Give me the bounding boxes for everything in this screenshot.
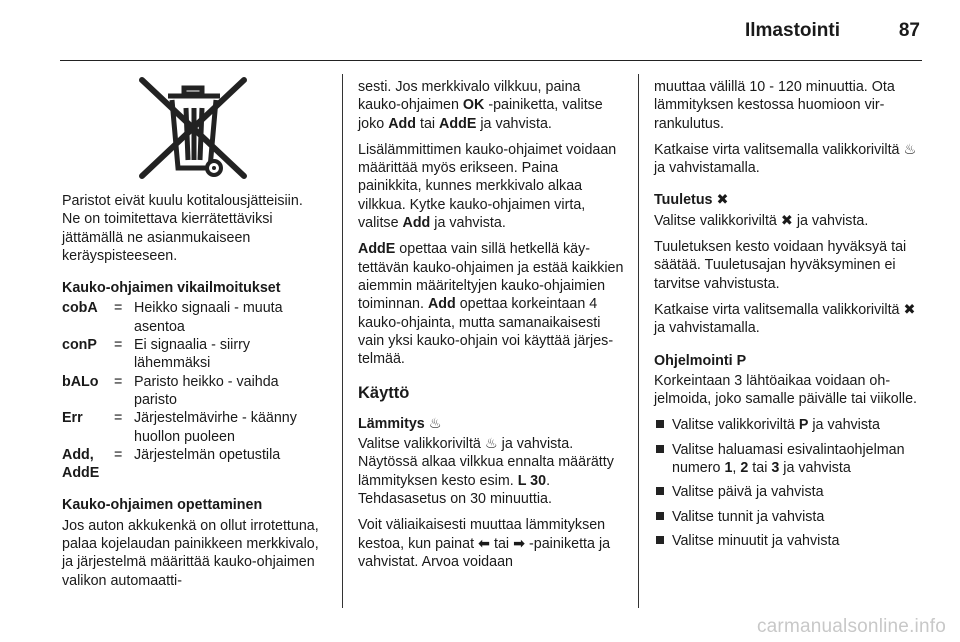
text-run: sesti. Jos merkkivalo vilkkuu, paina kauko-ohjaimen xyxy=(358,79,581,114)
equals-cell: = xyxy=(114,410,123,427)
text-run: Valitse päivä ja vahvista xyxy=(672,484,824,501)
text-run: ja vahvistamalla. xyxy=(654,160,760,177)
programming-heading: Ohjelmointi P xyxy=(654,352,747,369)
ok-button-label: OK xyxy=(462,97,485,114)
paragraph xyxy=(654,301,922,338)
column-divider-1 xyxy=(342,74,343,608)
paragraph xyxy=(358,141,624,232)
text-run: Valitse tunnit ja vahvista xyxy=(672,508,825,525)
steps-list xyxy=(654,416,922,550)
text-run: -painiketta, valitse joko xyxy=(358,97,603,132)
heating-icon: ♨ xyxy=(903,141,917,158)
text-run: ja vahvista xyxy=(808,417,880,434)
text-run: ja vahvista. Näytössä alkaa vilkkua ennalta määrätty lämmityksen kesto esim. xyxy=(358,436,614,489)
paragraph: Korkeintaan 3 lähtöaikaa voidaan ohjelmoida, joko samalle päivälle tai viikolle. xyxy=(654,372,918,408)
fault-codes-heading: Kauko-ohjaimen vikailmoitukset xyxy=(62,280,281,297)
text-run: Valitse haluamasi esivalintaohjelman numero xyxy=(672,441,905,477)
program-number: 3 xyxy=(771,460,780,477)
text-run: Valitse valikkoriviltä xyxy=(672,417,799,434)
text-run: Lisälämmittimen kauko-ohjaimet voidaan määrittää myös erikseen. Paina painikkita, kunnes merkkivalo alkaa vilkkua. Kytke kauko-ohjaimen virta, valitse xyxy=(358,141,617,232)
text-run: ja vahvista. xyxy=(430,215,506,232)
adde-label: AddE xyxy=(439,115,477,132)
teach-text: Jos auton akkukenkä on ollut irrotettuna, palaa kojelaudan painikkeen merkkivalo, ja järjestelmä määrittää kauko-ohjaimen valikon automaatti- xyxy=(62,517,319,589)
section-heading: Käyttö xyxy=(358,384,410,403)
text-run: , xyxy=(732,460,741,477)
ventilation-icon: ✖ xyxy=(780,212,793,229)
description-cell: Paristo heikko - vaihda paristo xyxy=(134,373,279,408)
text-run: Valitse valikkoriviltä xyxy=(654,212,781,229)
list-item xyxy=(654,441,922,478)
equals-cell: = xyxy=(114,446,123,463)
heating-icon: ♨ xyxy=(484,436,498,453)
description-cell: Järjestelmävirhe - käänny huollon puoleen xyxy=(134,410,297,445)
paragraph: Tuuletuksen kesto voidaan hyväksyä tai säätää. Tuuletusajan hyväksyminen ei tarvitse vahvistusta. xyxy=(654,239,907,292)
text-run: ja vahvistamalla. xyxy=(654,320,760,337)
ventilation-heading xyxy=(654,191,922,209)
text-run: Lämmitys xyxy=(358,415,425,432)
text-run: -painiketta ja vahvistat. Arvoa voidaan xyxy=(358,535,611,570)
table-row xyxy=(62,299,324,336)
heating-heading xyxy=(358,415,624,433)
equals-cell: = xyxy=(114,337,123,354)
page-title: Ilmastointi xyxy=(744,20,840,41)
code-cell: cobA xyxy=(62,300,98,317)
heating-icon: ♨ xyxy=(428,415,442,432)
crossed-out-bin-icon xyxy=(128,74,258,182)
code-cell: Add, AddE xyxy=(62,446,100,482)
header-rule xyxy=(60,60,922,61)
text-run: ja vahvista xyxy=(779,460,851,477)
display-value: L 30 xyxy=(517,472,547,489)
program-label: P xyxy=(798,417,809,434)
paragraph xyxy=(654,212,922,230)
list-item xyxy=(654,532,922,550)
ventilation-icon: ✖ xyxy=(903,301,916,318)
column-1 xyxy=(62,78,324,598)
teach-heading: Kauko-ohjaimen opettaminen xyxy=(62,497,263,514)
add-label: Add xyxy=(427,296,456,313)
text-run: Voit väliaikaisesti muuttaa lämmityksen kestoa, kun painat xyxy=(358,517,606,552)
list-item xyxy=(654,483,922,501)
adde-label: AddE xyxy=(358,241,396,258)
description-cell: Ei signaalia - siirry lähemmäksi xyxy=(134,337,250,372)
equals-cell: = xyxy=(114,373,123,390)
paragraph xyxy=(358,240,624,368)
text-run: opettaa korkeintaan 4 kauko-ohjainta, mutta samanaikaisesti vain yksi kauko-ohjain voi käyttää järjestelmää. xyxy=(358,296,614,368)
add-label: Add xyxy=(402,215,431,232)
text-run: Katkaise virta valitsemalla valikkoriviltä xyxy=(654,141,904,158)
paragraph xyxy=(358,435,624,508)
paragraph xyxy=(358,516,624,571)
paragraph: muuttaa välillä 10 - 120 minuuttia. Ota lämmityksen kestossa huomioon virrankulutus. xyxy=(654,79,895,132)
text-run: Valitse valikkoriviltä xyxy=(358,436,485,453)
text-run: ja vahvista. xyxy=(476,115,552,132)
bullet-square-icon xyxy=(656,512,664,520)
list-item xyxy=(654,416,922,434)
list-item xyxy=(654,508,922,526)
column-2 xyxy=(358,78,624,579)
code-cell: conP xyxy=(62,337,97,354)
text-run: tai xyxy=(490,535,514,552)
ventilation-icon: ✖ xyxy=(716,192,729,209)
battery-disposal-text: Paristot eivät kuulu kotitalousjätteisiin. Ne on toimitettava kierrätettäviksi jättämällä ne asianmukaiseen keräyspisteeseen. xyxy=(62,193,303,264)
code-cell: Err xyxy=(62,410,83,427)
text-run: tai xyxy=(748,460,772,477)
watermark: carmanualsonline.info xyxy=(756,616,946,637)
text-run: Tuuletus xyxy=(654,192,713,209)
table-row xyxy=(62,409,324,446)
table-row xyxy=(62,336,324,373)
arrow-right-icon: ➡ xyxy=(513,535,526,552)
page-number: 87 xyxy=(898,20,920,41)
program-number: 2 xyxy=(740,460,749,477)
description-cell: Järjestelmän opetustila xyxy=(134,446,281,463)
add-label: Add xyxy=(388,115,416,132)
text-run: tai xyxy=(416,115,440,132)
column-divider-2 xyxy=(638,74,639,608)
text-run: Valitse minuutit ja vahvista xyxy=(672,532,840,549)
text-run: opettaa vain sillä hetkellä käytettävän kauko-ohjaimen ja estää kaikkien aiemmin määriteltyjen kauko-ohjaimien toiminnan. xyxy=(358,241,624,313)
table-row xyxy=(62,446,324,483)
code-cell: bALo xyxy=(62,373,99,390)
column-3 xyxy=(654,78,922,556)
bullet-square-icon xyxy=(656,420,664,428)
bullet-square-icon xyxy=(656,536,664,544)
fault-codes-table xyxy=(62,299,324,482)
text-run: ja vahvista. xyxy=(792,212,869,229)
equals-cell: = xyxy=(114,300,123,317)
text-run: . Tehdasasetus on 30 minuuttia. xyxy=(358,472,552,507)
text-run: Katkaise virta valitsemalla valikkoriviltä xyxy=(654,301,904,318)
paragraph xyxy=(358,78,624,133)
bullet-square-icon xyxy=(656,445,664,453)
paragraph xyxy=(654,141,922,178)
table-row xyxy=(62,373,324,410)
bullet-square-icon xyxy=(656,487,664,495)
program-number: 1 xyxy=(724,460,733,477)
description-cell: Heikko signaali - muuta asentoa xyxy=(134,300,283,335)
arrow-left-icon: ⬅ xyxy=(478,535,491,552)
